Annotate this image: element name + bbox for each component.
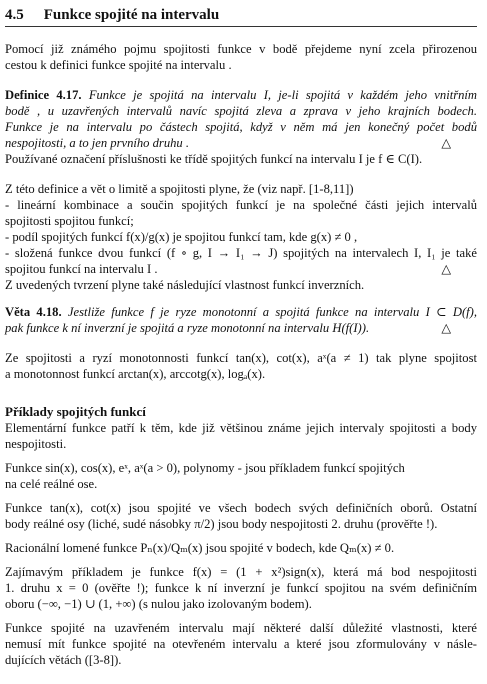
intro-paragraph: [5, 41, 477, 73]
consequence-item: - složená funkce dvou funkcí (f ∘ g, I → I₁ → J) spojitých na intervalech I, I₁ je také: [5, 246, 477, 260]
theorem-text: Jestliže funkce f je ryze monotonní a spojitá funkce na intervalu I ⊂ D(f),: [67, 305, 477, 319]
definition-text: nespojitosti, a to jen prvního druhu .: [5, 136, 190, 150]
consequence-text: spojitou funkcí na intervalu I .: [5, 262, 158, 276]
examples-line: na celé reálné ose.: [5, 477, 98, 491]
examples-line: Funkce tan(x), cot(x) jsou spojité ve všech bodech svých definičních oborů. Ostatní: [5, 501, 477, 515]
consequences-lead: Z této definice a vět o limitě a spojitosti plyne, že (viz např. [1-8,11]): [5, 182, 354, 196]
examples-line: Funkce sin(x), cos(x), eˣ, aˣ(a > 0), polynomy - jsou příkladem funkcí spojitých: [5, 461, 405, 475]
definition-line-1: [5, 87, 477, 103]
theorem-block: [5, 304, 477, 336]
end-triangle-symbol: △: [441, 136, 451, 150]
examples-paragraph-2: [5, 460, 477, 492]
spacer: [5, 382, 477, 396]
examples-paragraph-1: [5, 420, 477, 452]
end-triangle-symbol: △: [441, 262, 451, 276]
monotone-paragraph: [5, 350, 477, 382]
theorem-line-1: [5, 304, 477, 320]
examples-line: Zajímavým příkladem je funkce f(x) = (1 + x²)sign(x), která má bod nespojitosti: [5, 565, 477, 579]
heading-rule: [5, 26, 477, 27]
examples-line: Racionální lomené funkce Pₙ(x)/Qₘ(x) jsou spojité v bodech, kde Qₘ(x) ≠ 0.: [5, 541, 395, 555]
intro-line: cestou k definici funkce spojité na intervalu .: [5, 58, 232, 72]
examples-line: nemusí mít funkce spojité na otevřeném intervalu a které jsou zformulovány v násle-: [5, 637, 477, 651]
theorem-text: pak funkce k ní inverzní je spojitá a ryze monotonní na intervalu H(f(I)).: [5, 321, 370, 335]
examples-paragraph-6: [5, 620, 477, 668]
consequence-item: - lineární kombinace a součin spojitých funkcí je na společné části jejich intervalů: [5, 198, 477, 212]
consequence-item: - podíl spojitých funkcí f(x)/g(x) je spojitou funkcí tam, kde g(x) ≠ 0 ,: [5, 230, 358, 244]
spacer: [5, 452, 477, 460]
spacer: [5, 612, 477, 620]
spacer: [5, 73, 477, 87]
examples-line: Elementární funkce patří k těm, kde již většinou známe jejich intervaly spojitosti a body: [5, 421, 477, 435]
examples-line: Funkce spojité na uzavřeném intervalu mají některé další důležité vlastnosti, které: [5, 621, 477, 635]
examples-line: 1. druhu x = 0 (ověřte !); funkce k ní inverzní je funkcí spojitou na svém definičním: [5, 581, 477, 595]
end-triangle-symbol: △: [441, 321, 451, 335]
spacer: [5, 293, 477, 304]
section-heading: [5, 6, 477, 24]
consequences-block: [5, 181, 477, 293]
section-title: Funkce spojité na intervalu: [43, 7, 220, 23]
monotone-line: a monotonnost funkcí arctan(x), arccotg(x), logₐ(x).: [5, 367, 266, 381]
consequences-follow: Z uvedených tvrzení plyne také následující vlastnost funkcí inverzních.: [5, 278, 365, 292]
definition-block: [5, 87, 477, 167]
examples-paragraph-4: [5, 540, 477, 556]
examples-line: nespojitosti.: [5, 437, 67, 451]
definition-line-4: [5, 135, 477, 151]
intro-line: Pomocí již známého pojmu spojitosti funkce v bodě přejdeme nyní zcela přirozenou: [5, 42, 477, 56]
definition-text: Funkce je spojitá na intervalu I, je-li spojitá v každém jeho vnitřním: [88, 88, 477, 102]
consequence-item: spojitosti spojitou funkcí;: [5, 214, 134, 228]
theorem-label: Věta 4.18.: [5, 305, 62, 319]
examples-line: body reálné osy (liché, sudé násobky π/2) jsou body nespojitosti 2. druhu (prověřte !).: [5, 517, 438, 531]
examples-paragraph-5: [5, 564, 477, 612]
consequence-item: [5, 261, 477, 277]
spacer: [5, 556, 477, 564]
spacer: [5, 167, 477, 181]
definition-line-3: Funkce je na intervalu po částech spojitá, když v něm má jen konečný počet bodů: [5, 120, 477, 134]
monotone-line: Ze spojitosti a ryzí monotonnosti funkcí tan(x), cot(x), aˣ(a ≠ 1) tak plyne spojitost: [5, 351, 477, 365]
examples-paragraph-3: [5, 500, 477, 532]
examples-line: dujících větách ([3-8]).: [5, 653, 122, 667]
examples-line: oboru (−∞, −1) ∪ (1, +∞) (s nulou jako izolovaným bodem).: [5, 597, 312, 611]
definition-line-2: bodě , u uzavřených intervalů navíc spojitá zleva a zprava v jeho krajních bodech.: [5, 104, 477, 118]
definition-label: Definice 4.17.: [5, 88, 82, 102]
definition-line-5: Používané označení příslušnosti ke třídě spojitých funkcí na intervalu I je f ∈ C(I).: [5, 152, 423, 166]
examples-heading: Příklady spojitých funkcí: [5, 404, 146, 419]
spacer: [5, 336, 477, 350]
section-number: 4.5: [5, 7, 24, 23]
spacer: [5, 532, 477, 540]
theorem-line-2: [5, 320, 477, 336]
spacer: [5, 396, 477, 404]
spacer: [5, 492, 477, 500]
